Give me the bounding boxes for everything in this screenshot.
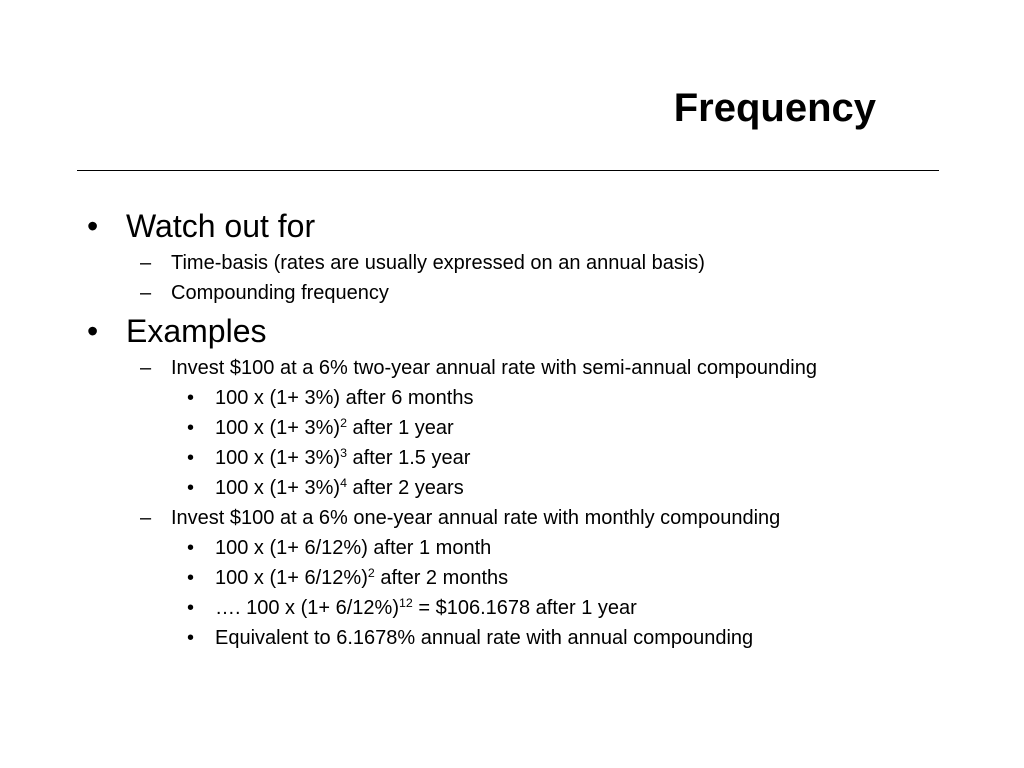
dash-marker: – <box>140 282 152 304</box>
slide-title: Frequency <box>673 86 876 130</box>
formula: 100 x (1+ 3%) <box>215 447 341 469</box>
sub-bullet-text: Invest $100 at a 6% one-year annual rate with monthly compounding <box>171 507 781 529</box>
formula: …. 100 x (1+ 6/12%) <box>215 597 399 619</box>
exponent: 4 <box>340 476 347 491</box>
example-step-text <box>215 446 470 470</box>
bullet-marker: • <box>187 597 195 619</box>
formula: 100 x (1+ 3%) <box>215 477 341 499</box>
example-step-text: 100 x (1+ 3%) after 6 months <box>215 387 474 409</box>
example-step-text <box>215 416 454 440</box>
bullet-marker: • <box>187 477 195 499</box>
formula-suffix: after 1 year <box>346 417 454 439</box>
bullet-marker: • <box>87 313 99 349</box>
formula-suffix: = $106.1678 after 1 year <box>412 597 637 619</box>
exponent: 2 <box>340 416 347 431</box>
sub-bullet-text: Time-basis (rates are usually expressed on an annual basis) <box>171 252 705 274</box>
example-step-text <box>215 566 508 590</box>
dash-marker: – <box>140 357 152 379</box>
sub-bullet-text: Compounding frequency <box>171 282 389 304</box>
example-step-text: 100 x (1+ 6/12%) after 1 month <box>215 537 492 559</box>
example-step-text: Equivalent to 6.1678% annual rate with annual compounding <box>215 627 754 649</box>
formula: 100 x (1+ 6/12%) <box>215 567 368 589</box>
example-step-text <box>215 476 464 500</box>
formula: 100 x (1+ 3%) <box>215 417 341 439</box>
dash-marker: – <box>140 252 152 274</box>
bullet-marker: • <box>187 567 195 589</box>
dash-marker: – <box>140 507 152 529</box>
bullet-marker: • <box>187 387 195 409</box>
bullet-heading-text: Examples <box>126 313 267 349</box>
exponent: 2 <box>367 566 375 581</box>
sub-bullet-text: Invest $100 at a 6% two-year annual rate with semi-annual compounding <box>171 357 817 379</box>
formula-suffix: after 2 months <box>374 567 509 589</box>
example-step-text <box>215 596 637 620</box>
bullet-marker: • <box>187 447 195 469</box>
exponent: 3 <box>340 446 347 461</box>
bullet-marker: • <box>187 537 195 559</box>
bullet-marker: • <box>87 208 99 244</box>
bullet-heading-text: Watch out for <box>126 208 316 244</box>
formula-suffix: after 2 years <box>346 477 464 499</box>
bullet-marker: • <box>187 417 195 439</box>
formula-suffix: after 1.5 year <box>346 447 471 469</box>
title-divider <box>77 170 939 171</box>
bullet-marker: • <box>187 627 195 649</box>
exponent: 12 <box>398 596 413 611</box>
